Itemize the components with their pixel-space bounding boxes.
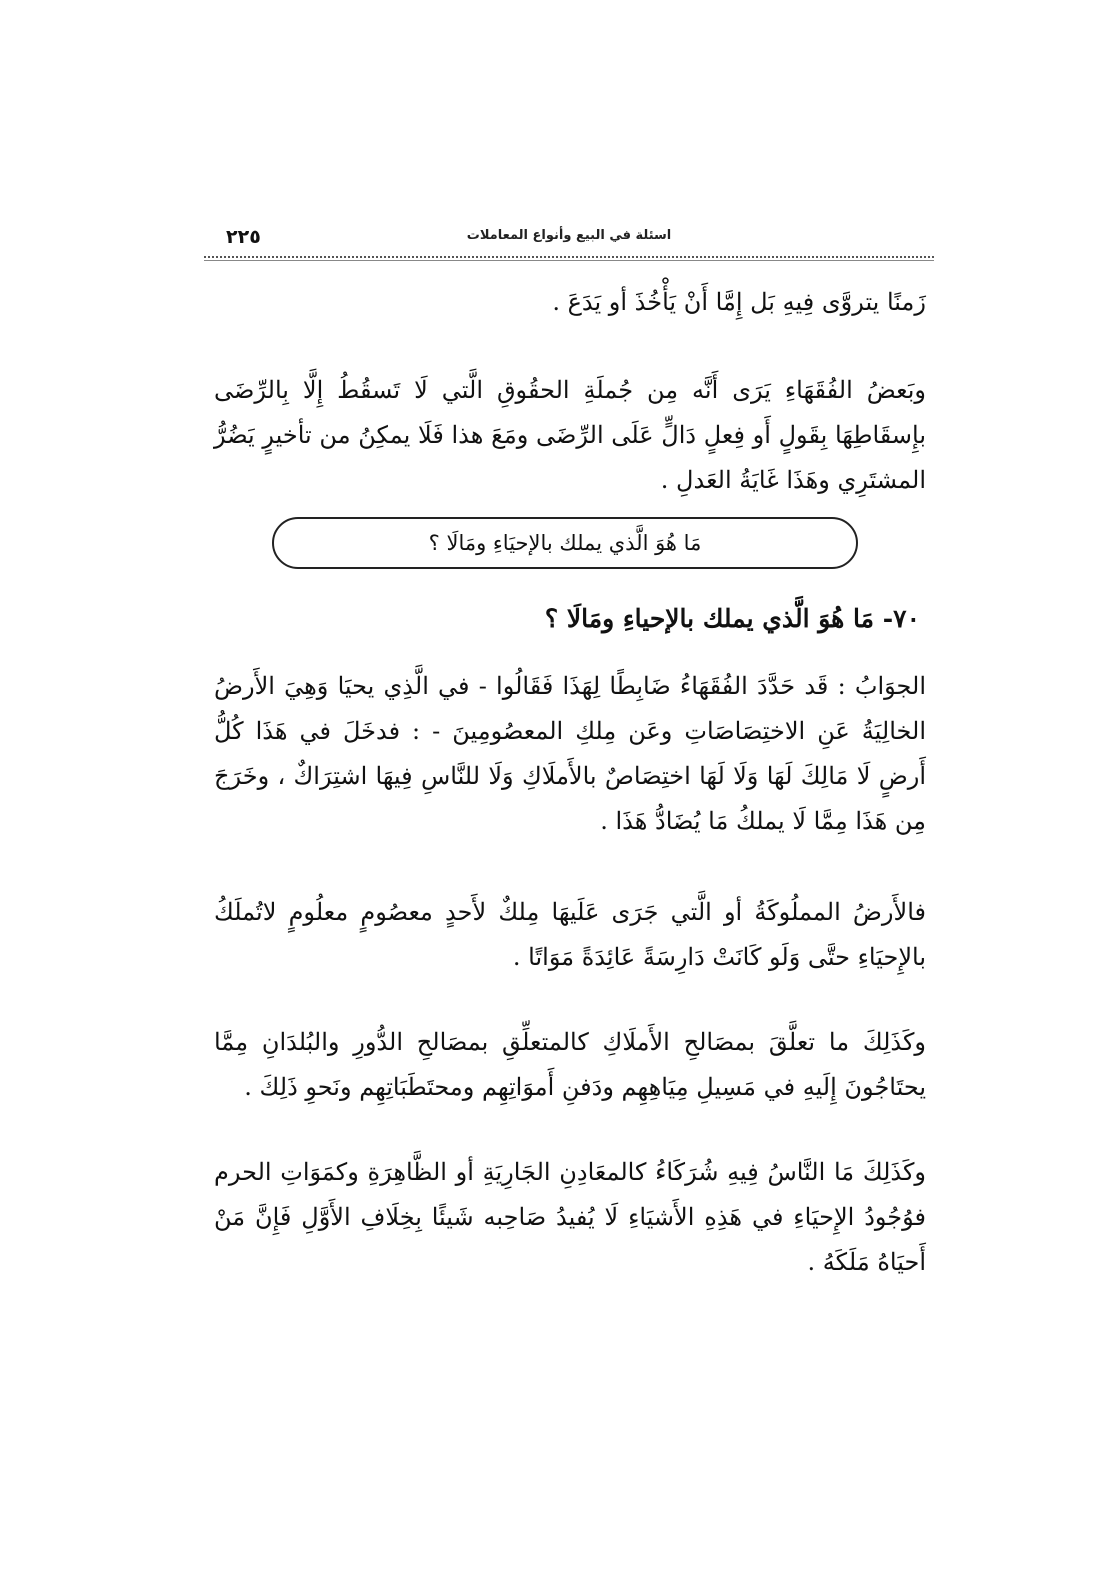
answer-paragraph-4: وكَذَلِكَ مَا النَّاسُ فِيهِ شُرَكَاءُ كالمعَادِنِ الجَارِيَةِ أو الظَّاهِرَةِ وكمَوَاتِ الحرم فوُجُودُ الإِحيَاءِ في هَذِهِ الأَشيَاءِ لَا يُفيدُ صَاحِبه شَيئًا بِخِلَافِ الأَوَّلِ فَإِنَّ مَنْ أَحيَاهُ مَلَكَهُ .: [214, 1158, 926, 1276]
section-title: مَا هُوَ الَّذي يملك بالإحيَاءِ ومَالَا ؟: [428, 531, 702, 555]
question-heading: ٧٠- مَا هُوَ الَّذي يملك بالإحياءِ ومَالَا ؟: [544, 604, 920, 633]
section-title-box: [272, 517, 858, 569]
running-header: [204, 226, 934, 258]
paragraph-fuqaha-opinion: وبَعضُ الفُقَهَاءِ يَرَى أَنَّه مِن جُملَةِ الحقُوقِ الَّتي لَا تَسقُطُ إِلَّا بِالرِّضَى بإِسقَاطِهَا بِقَولٍ أَو فِعلٍ دَالٍّ عَلَى الرِّضَى ومَعَ هذا فَلَا يمكِنُ من تأخيرٍ يَضُرُّ المشتَرِي وهَذَا غَايَةُ العَدلِ .: [214, 376, 926, 494]
paragraph-continuation: زَمنًا يتروَّى فِيهِ بَل إِمَّا أَنْ يَأْخُذَ أو يَدَعَ .: [552, 288, 926, 316]
page-number: ٢٢٥: [226, 226, 261, 248]
header-rule-dotted: [204, 256, 934, 258]
header-title: اسئلة في البيع وأنواع المعاملات: [466, 228, 672, 243]
answer-paragraph-2: فالأَرضُ المملُوكَةُ أو الَّتي جَرَى عَلَيهَا مِلكٌ لأَحدٍ معصُومٍ معلُومٍ لاتُملَكُ بالإِحيَاءِ حتَّى وَلَو كَانَتْ دَارِسَةً عَائِدَةً مَوَاتًا .: [214, 898, 926, 971]
answer-paragraph-3: وكَذَلِكَ ما تعلَّقَ بمصَالحِ الأَملَاكِ كالمتعلِّقِ بمصَالحِ الدُّورِ والبُلدَانِ مِمَّا يحتَاجُونَ إِلَيهِ في مَسِيلِ مِيَاهِهِم ودَفنِ أَموَاتِهِم ومحتَطَبَاتِهِم ونَحوِ ذَلِكَ .: [214, 1028, 926, 1101]
answer-paragraph-1: الجوَابُ : قَد حَدَّدَ الفُقَهَاءُ ضَابِطًا لِهَذَا فَقَالُوا - في الَّذِي يحيَا وَهِيَ الأَرضُ الخالِيَةُ عَنِ الاختِصَاصَاتِ وعَن مِلكِ المعصُومِينَ - : فدخَلَ في هَذَا كُلُّ أَرضٍ لَا مَالِكَ لَهَا وَلَا لَهَا اختِصَاصٌ بالأَملَاكِ وَلَا للنَّاسِ فِيهَا اشتِرَاكٌ ، وخَرَجَ مِن هَذَا مِمَّا لَا يملكُ مَا يُضَادُّ هَذَا .: [214, 672, 926, 835]
header-rule-solid: [204, 260, 934, 261]
